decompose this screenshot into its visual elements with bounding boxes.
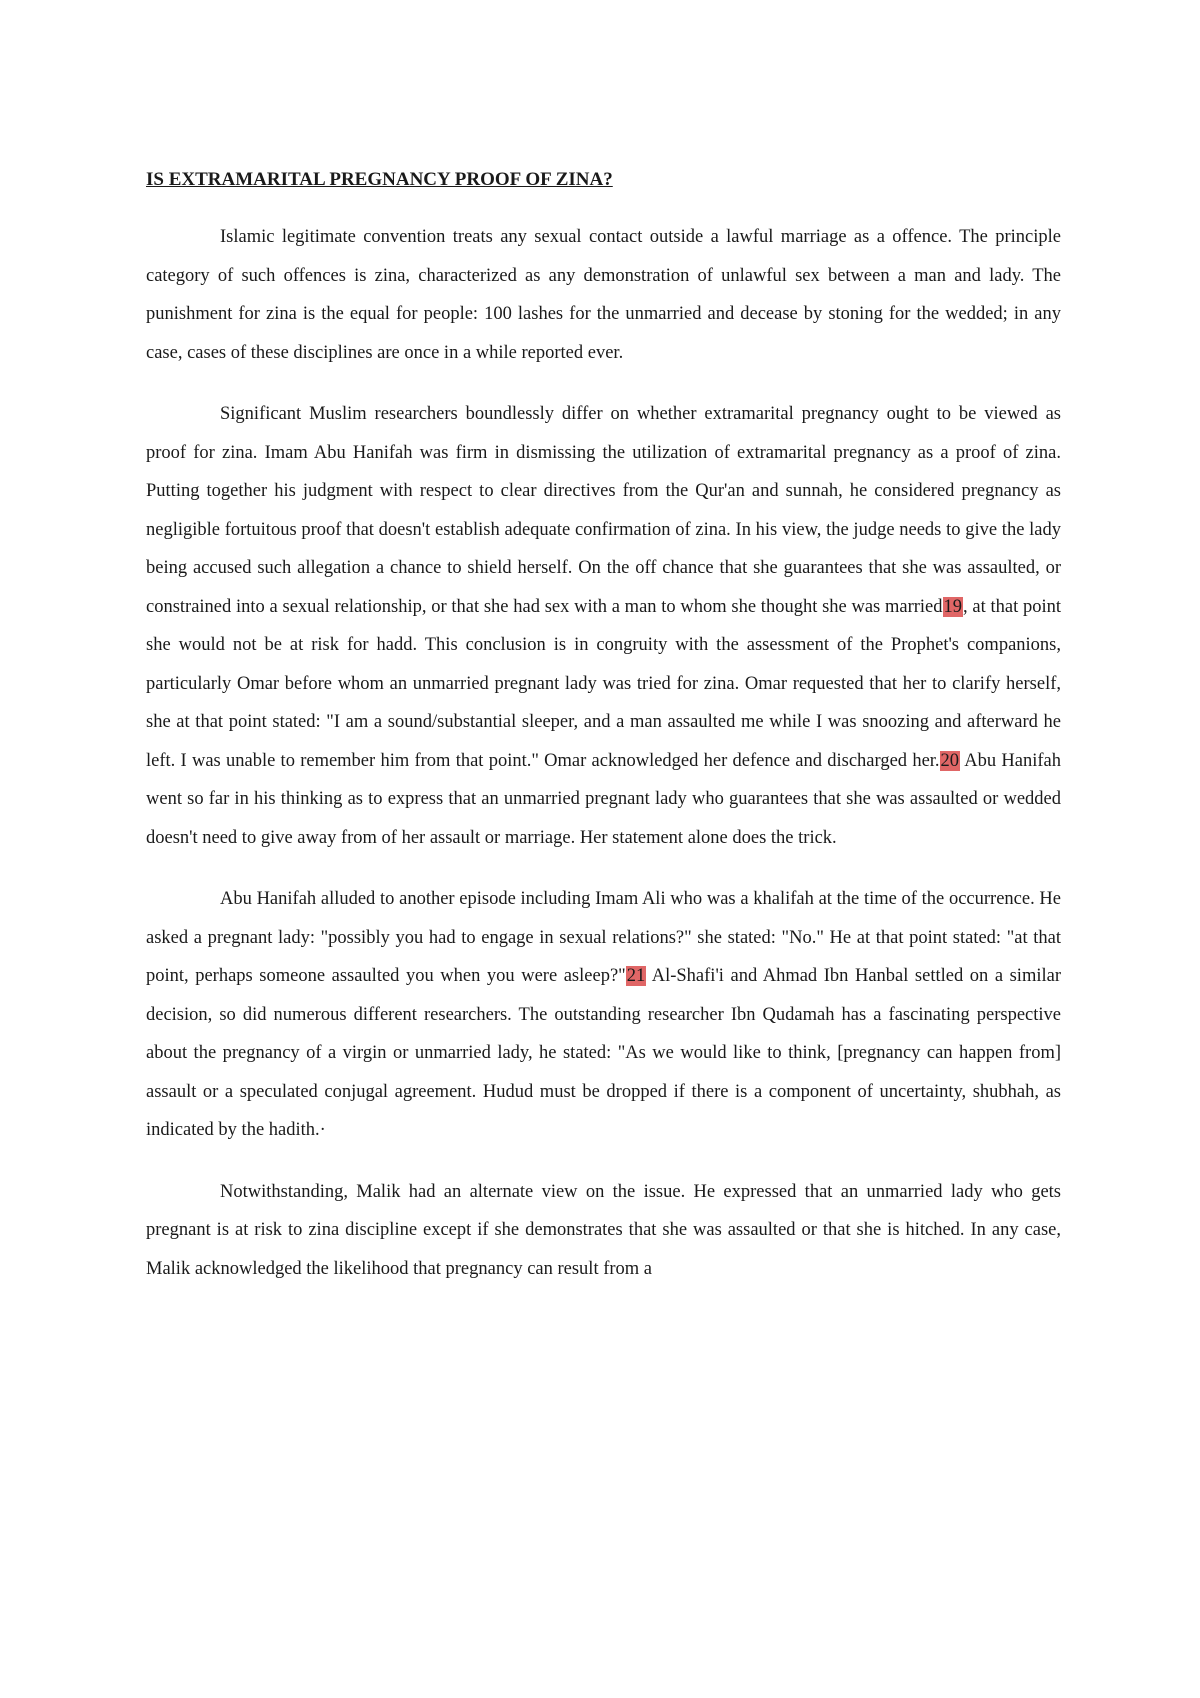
paragraph-2-text-c: Abu Hanifah went so far in his thinking as to express that an unmarried pregnant lady who guarantees that she was assaulted or wedded doesn't need to give away from of her assault or marriage. Her statement alone does the trick. bbox=[146, 750, 1061, 848]
paragraph-4 bbox=[146, 1173, 1061, 1289]
paragraph-3 bbox=[146, 880, 1061, 1150]
document-body bbox=[146, 168, 1061, 1311]
paragraph-2-text-a: Significant Muslim researchers boundlessly differ on whether extramarital pregnancy ought to be viewed as proof for zina. Imam Abu Hanifah was firm in dismissing the utilization of extramarital pregnancy as a proof of zina. Putting together his judgment with respect to clear directives from the Qur'an and sunnah, he considered pregnancy as negligible fortuitous proof that doesn't establish adequate confirmation of zina. In his view, the judge needs to give the lady being accused such allegation a chance to shield herself. On the off chance that she guarantees that she was assaulted, or constrained into a sexual relationship, or that she had sex with a man to whom she thought she was married bbox=[146, 404, 1061, 617]
paragraph-4-text: Notwithstanding, Malik had an alternate view on the issue. He expressed that an unmarried lady who gets pregnant is at risk to zina discipline except if she demonstrates that she was assaulted or that she is hitched. In any case, Malik acknowledged the likelihood that pregnancy can result from a bbox=[146, 1181, 1061, 1279]
document-title: IS EXTRAMARITAL PREGNANCY PROOF OF ZINA? bbox=[146, 169, 613, 190]
paragraph-3-text-a: Abu Hanifah alluded to another episode including Imam Ali who was a khalifah at the time of the occurrence. He asked a pregnant lady: "possibly you had to engage in sexual relations?" she stated: "No." He at that point stated: "at that point, perhaps someone assaulted you when you were asleep?" bbox=[146, 889, 1061, 986]
footnote-ref-20[interactable]: 20 bbox=[940, 750, 960, 771]
paragraph-2 bbox=[146, 395, 1061, 857]
paragraph-2-text-b: , at that point she would not be at risk for hadd. This conclusion is in congruity with the assessment of the Prophet's companions, particularly Omar before whom an unmarried pregnant lady was tried for zina. Omar requested that her to clarify herself, she at that point stated: "I am a sound/substantial sleeper, and a man assaulted me while I was snoozing and afterward he left. I was unable to remember him from that point." Omar acknowledged her defence and discharged her. bbox=[146, 596, 1062, 771]
paragraph-1-text: Islamic legitimate convention treats any sexual contact outside a lawful marriage as a offence. The principle category of such offences is zina, characterized as any demonstration of unlawful sex between a man and lady. The punishment for zina is the equal for people: 100 lashes for the unmarried and decease by stoning for the wedded; in any case, cases of these disciplines are once in a while reported ever. bbox=[146, 227, 1061, 363]
footnote-ref-21[interactable]: 21 bbox=[626, 966, 646, 986]
footnote-ref-19[interactable]: 19 bbox=[943, 596, 963, 617]
paragraph-1 bbox=[146, 218, 1061, 372]
paragraph-3-text-b: Al-Shafi'i and Ahmad Ibn Hanbal settled on a similar decision, so did numerous different researchers. The outstanding researcher Ibn Qudamah has a fascinating perspective about the pregnancy of a virgin or unmarried lady, he stated: "As we would like to think, [pregnancy can happen from] assault or a speculated conjugal agreement. Hudud must be dropped if there is a component of uncertainty, shubhah, as indicated by the hadith.· bbox=[146, 966, 1061, 1140]
